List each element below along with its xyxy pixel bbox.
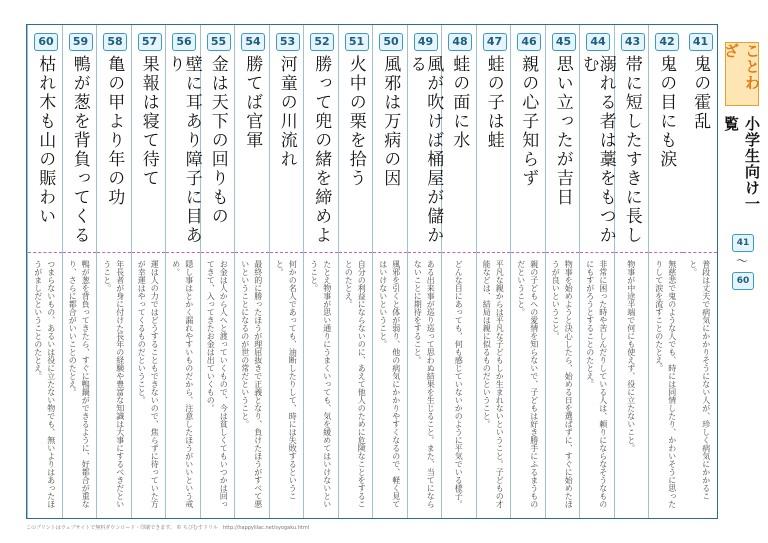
proverb-text: 思い立ったが吉日 [552,55,573,207]
proverb-text: 溺れる者は藁をもつかむ [578,55,616,245]
proverb-columns [27,25,717,518]
divider [580,252,614,253]
footer-credit: このプリントはウェブサイトで無料ダウンロード・印刷できます。 © ちびむすドリル http://happylilac.net/syogaku.html [26,525,310,531]
proverb-column [683,25,718,518]
proverb-text: 鬼の霍乱 [690,55,711,131]
divider [546,252,580,253]
proverb-text: 枯れ木も山の賑わい [35,55,56,226]
meaning-text: たとえ物事が思い通りにうまくいっても、気を緩めてはいけないということ。 [309,260,332,508]
proverb-text: 勝てば官軍 [242,55,263,150]
proverb-column [200,25,235,518]
proverb-text: 勝って兜の緒を締めよ [311,55,332,245]
proverb-text: 亀の甲より年の功 [104,55,125,207]
range-separator: 〜 [735,254,748,268]
proverb-text: 帯に短したすきに長し [621,55,642,245]
proverb-column [165,25,200,518]
proverb-text: 河童の川流れ [276,55,297,169]
meaning-text: 何かの名人であっても、油断したりして、時には失敗するということ。 [275,260,298,500]
entry-number: 43 [621,33,645,51]
proverb-column [372,25,407,518]
proverb-text: 風が吹けば桶屋が儲かる [406,55,444,245]
entry-number: 60 [34,33,58,51]
divider [166,252,200,253]
divider [615,252,649,253]
proverb-text: 親の心子知らず [518,55,539,188]
category-label: ことわざ [722,43,761,91]
meaning-text: 自分の利益にならないのに、あえて他人のために危険なことをすることのたとえ。 [344,260,367,508]
meaning-text: 年長者が身に付けた長年の経験や豊富な知識は大事にするべきだということ。 [102,260,125,508]
entry-number: 47 [483,33,507,51]
meaning-text: つまらないもの、あるいは役に立たない物でも、無いよりはあったほうがましだということのたとえ。 [33,260,56,508]
meaning-text: どんな目にあっても、何も感じていないかのように平気でいる様子。 [454,260,464,508]
entry-number: 41 [689,33,713,51]
entry-number: 57 [138,33,162,51]
proverb-column [234,25,269,518]
divider [235,252,269,253]
range-start: 41 [732,234,754,252]
divider [511,252,545,253]
proverb-column [648,25,683,518]
side-panel [722,24,762,519]
divider [442,252,476,253]
proverb-column [131,25,166,518]
entry-number: 45 [552,33,576,51]
divider [304,252,338,253]
entry-number: 48 [448,33,472,51]
proverb-column [27,25,62,518]
proverb-column [510,25,545,518]
entry-number: 54 [241,33,265,51]
sheet-title-text: 小学生向け一覧 [722,116,761,212]
divider [649,252,683,253]
meaning-text: 最終的に勝ったほうが理屈抜きで正義となり、負けたほうがすべて悪いということになるのが世の常だということ。 [240,260,263,508]
divider [97,252,131,253]
divider [63,252,97,253]
meaning-text: 風邪を引くと体が弱り、他の病気にかかりやすくなるので、軽く見てはいけないということ。 [378,260,401,508]
entry-number: 59 [69,33,93,51]
proverb-column [338,25,373,518]
proverb-column [96,25,131,518]
proverb-column [303,25,338,518]
meaning-text: 物事が中途半端で何にも使えず、役に立たないこと。 [626,260,636,452]
proverb-text: 果報は寝て待て [138,55,159,188]
entry-number: 49 [414,33,438,51]
meaning-text: お金は人から人へと渡っていくもので、今は貧しくてもいつかは回ってきて、入ってきたお金は出ていくもの。 [206,260,229,508]
meaning-text: ある出来事が巡り巡って思わぬ結果を生じること。また、当てにならないことに期待をすること。 [413,260,436,508]
entry-number: 53 [276,33,300,51]
divider [477,252,511,253]
divider [339,252,373,253]
worksheet [26,24,718,519]
meaning-text: 隠し事はとかく漏れやすいものだから、注意したほうがいいという戒め。 [171,260,194,508]
entry-number: 44 [586,33,610,51]
proverb-column [441,25,476,518]
meaning-text: 親の子どもへの愛情を知らないで、子どもは好き勝手にふるまうものだということ。 [516,260,539,508]
meaning-text: 普段は丈夫で病気にかかりそうにない人が、珍しく病気にかかること。 [688,260,711,500]
proverb-column [579,25,614,518]
divider [408,252,442,253]
entry-number: 56 [172,33,196,51]
category-badge [722,42,761,106]
proverb-text: 鴨が葱を背負ってくる [69,55,90,245]
entry-number: 51 [345,33,369,51]
proverb-column [62,25,97,518]
meaning-text: 物事を始めようと決心したら、始める日を選ばずに、すぐに始めたほうが良いということ。 [551,260,574,508]
meaning-text: 運は人の力ではどうすることもできないので、焦らずに待っていた方が幸運はやってくるものだということ。 [137,260,160,508]
proverb-column [545,25,580,518]
entry-number: 58 [103,33,127,51]
meaning-text: 非常に困った時や苦しんだりしている人は、頼りにならなそうなものにもすがろうとすることのたとえ。 [585,260,608,508]
proverb-text: 蛙の面に水 [449,55,470,150]
range-end: 60 [732,272,754,290]
meaning-text: 鴨が葱を背負ってきたら、すぐに鴨鍋ができるように、好都合が重なり、さらに都合がいいことのたとえ。 [68,260,91,508]
proverb-column [407,25,442,518]
proverb-text: 壁に耳あり障子に目あり [164,55,202,245]
proverb-column [614,25,649,518]
entry-number: 42 [655,33,679,51]
entry-number: 46 [517,33,541,51]
divider [201,252,235,253]
entry-number: 55 [207,33,231,51]
meaning-text: 平凡な親からは平凡な子どもしか生まれないということ。子どもの才能などは、結局は親に似るものだということ。 [482,260,505,508]
proverb-text: 風邪は万病の因 [380,55,401,188]
proverb-column [269,25,304,518]
divider [28,252,62,253]
entry-number: 50 [379,33,403,51]
divider [132,252,166,253]
proverb-column [476,25,511,518]
entry-number: 52 [310,33,334,51]
proverb-text: 金は天下の回りもの [207,55,228,226]
proverb-text: 火中の栗を拾う [345,55,366,188]
proverb-text: 鬼の目にも涙 [656,55,677,169]
divider [270,252,304,253]
divider [683,252,718,253]
sheet-title [722,116,761,226]
proverb-text: 蛙の子は蛙 [483,55,504,150]
meaning-text: 無慈悲で鬼のような人でも、時には同情したり、かわいそうに思ったりして涙を流すことのたとえ。 [654,260,677,508]
divider [373,252,407,253]
